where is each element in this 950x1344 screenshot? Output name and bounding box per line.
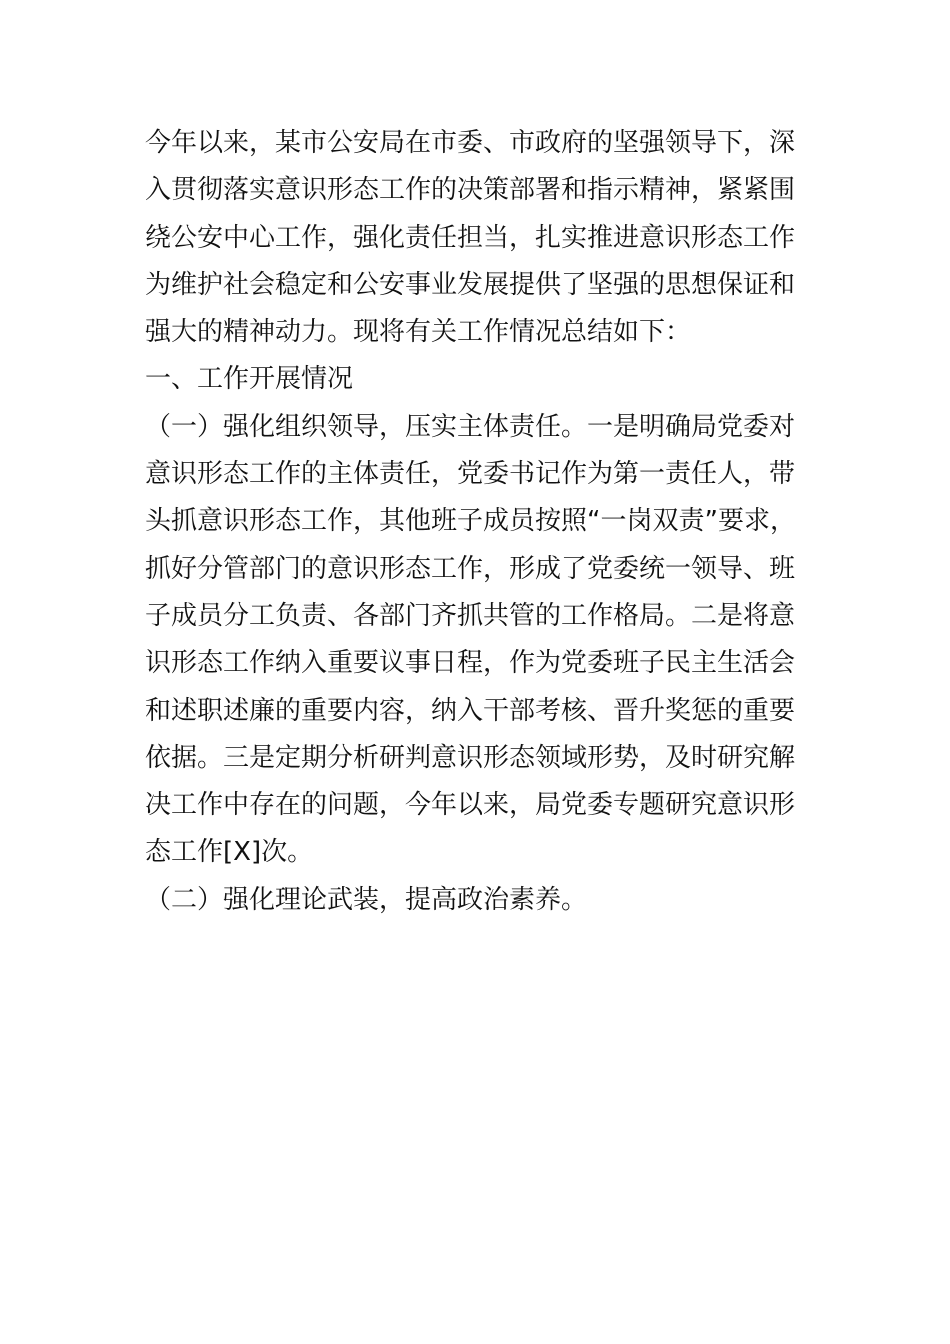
subsection-paragraph-1: （一）强化组织领导，压实主体责任。一是明确局党委对意识形态工作的主体责任，党委书记作为第一责任人，带头抓意识形态工作，其他班子成员按照“一岗双责”要求，抓好分管部门的意识形态工作，形成了党委统一领导、班子成员分工负责、各部门齐抓共管的工作格局。二是将意识形态工作纳入重要议事日程，作为党委班子民主生活会和述职述廉的重要内容，纳入干部考核、晋升奖惩的重要依据。三是定期分析研判意识形态领域形势，及时研究解决工作中存在的问题，今年以来，局党委专题研究意识形态工作[X]次。 [145, 411, 796, 868]
intro-paragraph: 今年以来，某市公安局在市委、市政府的坚强领导下，深入贯彻落实意识形态工作的决策部署和指示精神，紧紧围绕公安中心工作，强化责任担当，扎实推进意识形态工作为维护社会稳定和公安事业发展提供了坚强的思想保证和强大的精神动力。现将有关工作情况总结如下： [145, 128, 796, 348]
subsection-paragraph-2: （二）强化理论武装，提高政治素养。 [145, 884, 588, 915]
section-heading: 一、工作开展情况 [145, 364, 354, 395]
document-body [145, 120, 810, 924]
